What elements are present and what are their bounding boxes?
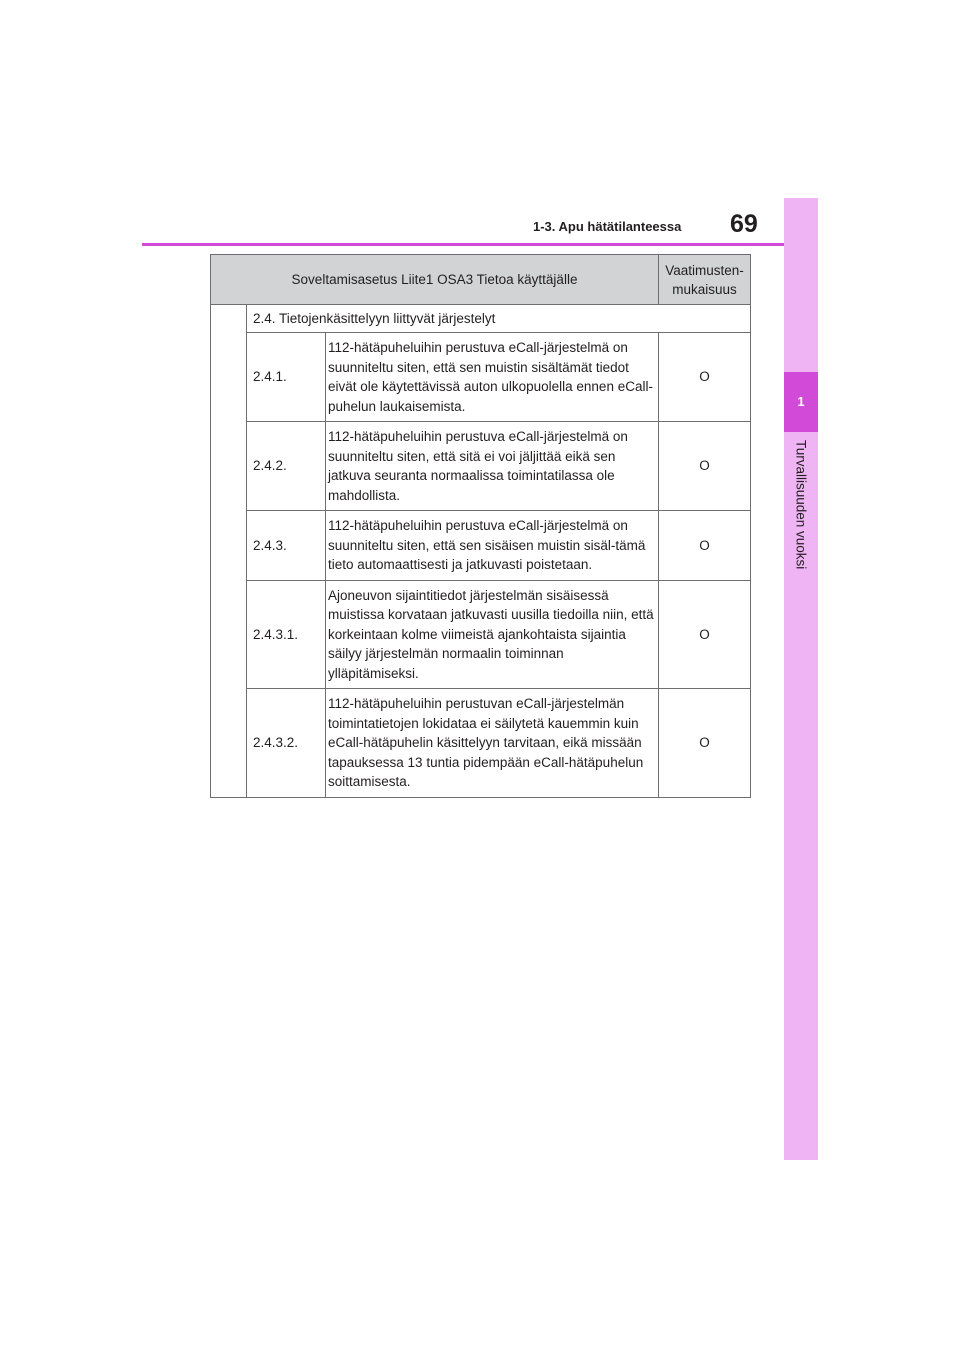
- row-number: 2.4.3.1.: [247, 580, 326, 689]
- section-title: 1-3. Apu hätätilanteessa: [533, 219, 682, 234]
- row-compliance: O: [659, 333, 751, 422]
- section-heading: 2.4. Tietojenkäsittelyyn liittyvät järjestelyt: [247, 305, 751, 333]
- indent-cell: [211, 305, 247, 798]
- row-compliance: O: [659, 422, 751, 511]
- row-number: 2.4.1.: [247, 333, 326, 422]
- row-compliance: O: [659, 689, 751, 798]
- chapter-side-tab: [784, 198, 818, 1160]
- row-text: 112-hätäpuheluihin perustuva eCall-järjestelmä on suunniteltu siten, että sitä ei voi jäljittää eikä sen jatkuva seuranta normaalissa toimintatilassa ole mahdollista.: [326, 422, 659, 511]
- column-header-compliance-line1: Vaatimusten-: [665, 262, 744, 278]
- column-header-compliance: [659, 255, 751, 305]
- page-number: 69: [730, 210, 758, 238]
- column-header-regulation: Soveltamisasetus Liite1 OSA3 Tietoa käyttäjälle: [211, 255, 659, 305]
- chapter-label: Turvallisuuden vuoksi: [793, 440, 809, 570]
- row-text: 112-hätäpuheluihin perustuva eCall-järjestelmä on suunniteltu siten, että sen sisäisen muistin sisäl-tämä tieto automaattisesti ja jatkuvasti poistetaan.: [326, 511, 659, 581]
- row-compliance: O: [659, 511, 751, 581]
- column-header-compliance-line2: mukaisuus: [672, 281, 737, 297]
- chapter-number: 1: [797, 394, 805, 409]
- header-rule: [142, 243, 784, 246]
- row-number: 2.4.2.: [247, 422, 326, 511]
- table-row: [211, 333, 751, 422]
- row-text: 112-hätäpuheluihin perustuva eCall-järjestelmä on suunniteltu siten, että sen muistin sisältämät tiedot eivät ole käytettävissä auton ulkopuolella ennen eCall-puhelun laukaisemista.: [326, 333, 659, 422]
- compliance-table: [210, 254, 751, 798]
- table-row: [211, 689, 751, 798]
- table-header-row: [211, 255, 751, 305]
- table-row: [211, 580, 751, 689]
- table-row: [211, 511, 751, 581]
- row-number: 2.4.3.: [247, 511, 326, 581]
- row-compliance: O: [659, 580, 751, 689]
- row-text: Ajoneuvon sijaintitiedot järjestelmän sisäisessä muistissa korvataan jatkuvasti uusilla tiedoilla niin, että korkeintaan kolme viimeistä ajankohtaista sijaintia säilyy järjestelmän normaalin toiminnan ylläpitämiseksi.: [326, 580, 659, 689]
- section-row: [211, 305, 751, 333]
- row-text: 112-hätäpuheluihin perustuvan eCall-järjestelmän toimintatietojen lokidataa ei säilytetä kauemmin kuin eCall-hätäpuhelin käsittelyyn tarvitaan, eikä missään tapauksessa 13 tuntia pidempään eCall-hätäpuhelun soittamisesta.: [326, 689, 659, 798]
- table-row: [211, 422, 751, 511]
- row-number: 2.4.3.2.: [247, 689, 326, 798]
